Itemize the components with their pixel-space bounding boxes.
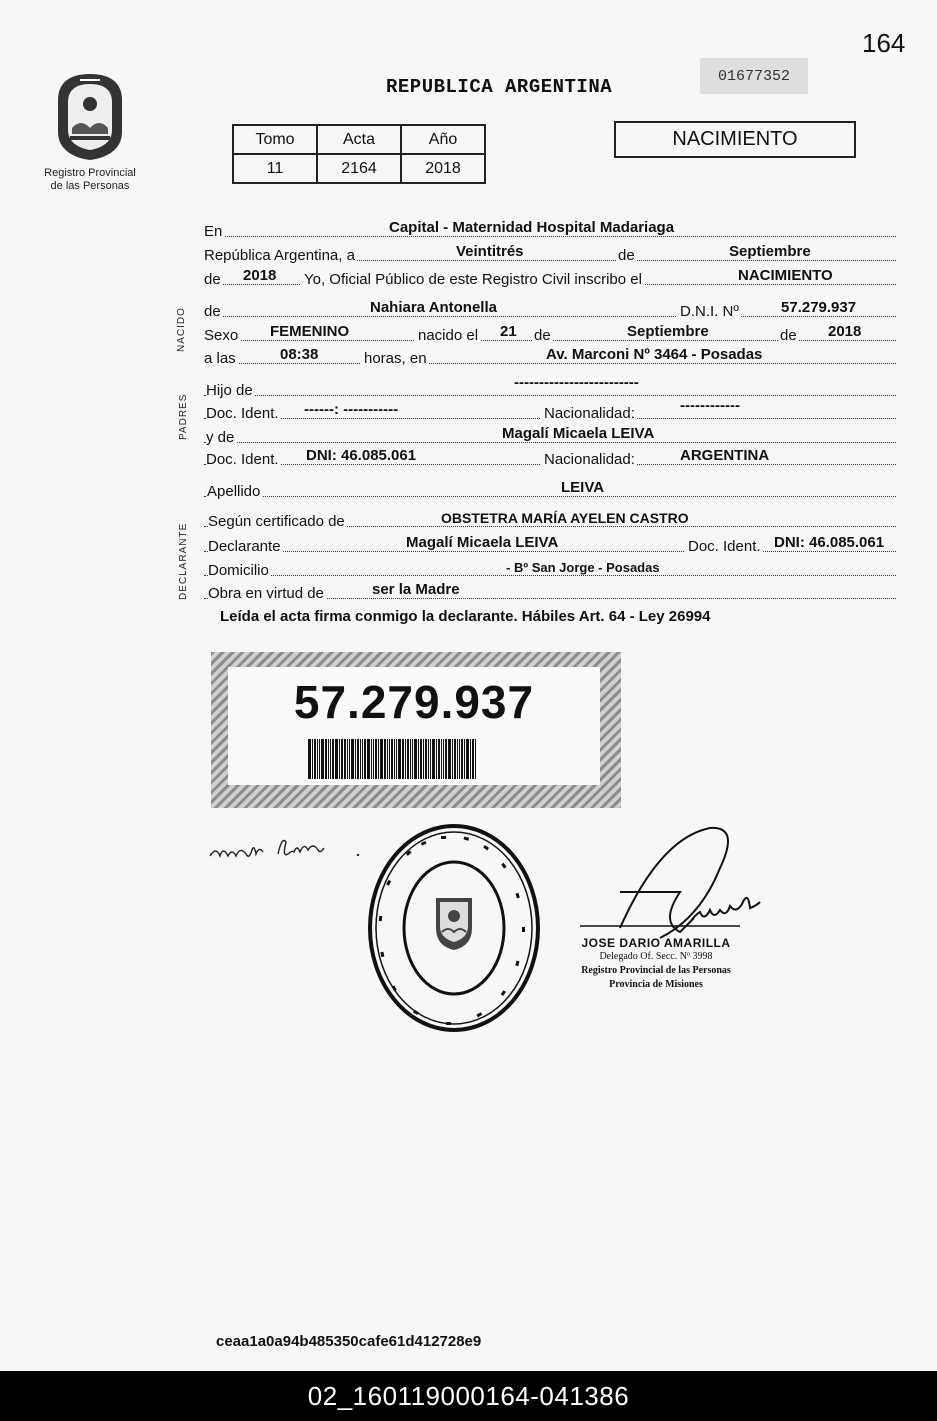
value-hora: 08:38 bbox=[280, 346, 319, 363]
barcode-bar bbox=[410, 739, 411, 779]
barcode-bar bbox=[341, 739, 343, 779]
logo-caption-line1: Registro Provincial bbox=[44, 167, 136, 179]
label-sexo: Sexo bbox=[204, 327, 239, 344]
barcode-bar bbox=[445, 739, 447, 779]
label-madre-nac: Nacionalidad: bbox=[540, 451, 637, 468]
official-line2: Registro Provincial de las Personas bbox=[581, 965, 731, 976]
barcode-bar bbox=[425, 739, 427, 779]
value-nac-anio: 2018 bbox=[828, 323, 862, 340]
barcode-bar bbox=[472, 739, 474, 779]
barcode-bar bbox=[371, 739, 372, 779]
label-de-nac-anio: de bbox=[780, 327, 797, 344]
registry-logo bbox=[40, 70, 140, 193]
barcode-bar bbox=[396, 739, 397, 779]
value-tomo: 11 bbox=[233, 154, 317, 183]
barcode-bar bbox=[378, 739, 379, 779]
value-nac-dia: 21 bbox=[500, 323, 517, 340]
barcode-bar bbox=[428, 739, 429, 779]
value-mes: Septiembre bbox=[729, 243, 811, 260]
line-madre-doc bbox=[204, 446, 896, 468]
value-nac-mes: Septiembre bbox=[627, 323, 709, 340]
barcode-bar bbox=[402, 739, 404, 779]
official-name: JOSE DARIO AMARILLA bbox=[581, 936, 731, 950]
barcode-bar bbox=[347, 739, 348, 779]
barcode-bar bbox=[339, 739, 340, 779]
barcode-bar bbox=[432, 739, 435, 779]
label-a-las: a las bbox=[204, 350, 236, 367]
label-horas-en: horas, en bbox=[360, 350, 429, 367]
barcode-bar bbox=[461, 739, 463, 779]
barcode-bar bbox=[459, 739, 460, 779]
barcode-bar bbox=[407, 739, 409, 779]
document-title: REPUBLICA ARGENTINA bbox=[386, 76, 613, 98]
value-nombre: Nahiara Antonella bbox=[370, 299, 497, 316]
barcode-bar bbox=[375, 739, 377, 779]
line-apellido bbox=[204, 478, 896, 500]
label-de-nombre: de bbox=[204, 303, 221, 320]
value-certificado: OBSTETRA MARÍA AYELEN CASTRO bbox=[441, 510, 689, 526]
barcode-bar bbox=[438, 739, 440, 779]
barcode-bar bbox=[317, 739, 318, 779]
official-block bbox=[556, 936, 756, 992]
label-y-de: y de bbox=[206, 429, 235, 446]
barcode-bar bbox=[328, 739, 329, 779]
side-label-nacido: NACIDO bbox=[176, 307, 187, 352]
barcode-bar bbox=[335, 739, 338, 779]
value-acta: 2164 bbox=[317, 154, 401, 183]
label-de-anio: de bbox=[204, 271, 221, 288]
barcode-bar bbox=[351, 739, 354, 779]
barcode-bar bbox=[319, 739, 320, 779]
barcode-bar bbox=[332, 739, 334, 779]
value-madre-doc: DNI: 46.085.061 bbox=[306, 447, 417, 464]
barcode bbox=[308, 739, 524, 779]
value-dni: 57.279.937 bbox=[781, 299, 857, 316]
label-nacido-el: nacido el bbox=[414, 327, 480, 344]
label-republica: República Argentina, a bbox=[204, 247, 355, 264]
value-dia-letras: Veintitrés bbox=[456, 243, 524, 260]
line-lugar bbox=[204, 218, 896, 240]
barcode-bar bbox=[349, 739, 350, 779]
barcode-bar bbox=[441, 739, 442, 779]
label-dni: D.N.I. Nº bbox=[676, 303, 741, 320]
barcode-bar bbox=[443, 739, 444, 779]
barcode-bar bbox=[470, 739, 471, 779]
barcode-bar bbox=[391, 739, 393, 779]
barcode-bar bbox=[360, 739, 361, 779]
value-madre-nac: ARGENTINA bbox=[680, 447, 770, 464]
line-declarante bbox=[204, 533, 896, 555]
side-label-declarante: DECLARANTE bbox=[178, 522, 189, 600]
value-anio: 2018 bbox=[243, 267, 277, 284]
serial-number: 01677352 bbox=[700, 58, 808, 94]
line-y-de bbox=[204, 424, 896, 446]
label-oficial: Yo, Oficial Público de este Registro Civil inscribo el bbox=[300, 271, 644, 288]
barcode-bar bbox=[394, 739, 395, 779]
official-seal bbox=[366, 822, 542, 1034]
barcode-bar bbox=[373, 739, 374, 779]
barcode-bar bbox=[452, 739, 453, 779]
value-domicilio-nac: Av. Marconi Nº 3464 - Posadas bbox=[546, 346, 763, 363]
barcode-bar bbox=[321, 739, 324, 779]
barcode-bar bbox=[466, 739, 469, 779]
registry-table bbox=[232, 124, 486, 184]
barcode-bar bbox=[420, 739, 422, 779]
header-tomo: Tomo bbox=[233, 125, 317, 154]
barcode-bar bbox=[412, 739, 413, 779]
value-sexo: FEMENINO bbox=[270, 323, 350, 340]
barcode-bar bbox=[330, 739, 331, 779]
barcode-bar bbox=[355, 739, 356, 779]
barcode-bar bbox=[414, 739, 417, 779]
declarant-signature bbox=[208, 832, 378, 872]
page-number: 164 bbox=[862, 28, 906, 58]
official-line3: Provincia de Misiones bbox=[609, 979, 703, 990]
barcode-bar bbox=[325, 739, 327, 779]
barcode-bar bbox=[423, 739, 424, 779]
barcode-bar bbox=[308, 739, 311, 779]
line-obra bbox=[204, 580, 896, 602]
header-anio: Año bbox=[401, 125, 485, 154]
line-certificado bbox=[204, 508, 896, 530]
label-apellido: Apellido bbox=[207, 483, 261, 500]
line-fecha bbox=[204, 242, 896, 264]
logo-caption-line2: de las Personas bbox=[50, 180, 130, 192]
header-acta: Acta bbox=[317, 125, 401, 154]
value-padre: ------------------------- bbox=[514, 374, 639, 391]
value-declarante: Magalí Micaela LEIVA bbox=[406, 534, 559, 551]
dni-card-number: 57.279.937 bbox=[293, 676, 535, 728]
label-obra: Obra en virtud de bbox=[208, 585, 324, 602]
label-padre-nac: Nacionalidad: bbox=[540, 405, 637, 422]
barcode-bar bbox=[357, 739, 359, 779]
official-signature bbox=[580, 818, 810, 948]
value-tipo: NACIMIENTO bbox=[738, 267, 833, 284]
barcode-bar bbox=[314, 739, 316, 779]
line-nombre bbox=[204, 298, 896, 320]
value-padre-nac: ------------ bbox=[680, 397, 740, 414]
barcode-bar bbox=[367, 739, 370, 779]
barcode-bar bbox=[312, 739, 313, 779]
label-padre-doc: Doc. Ident. bbox=[206, 405, 279, 422]
dni-label-card bbox=[211, 652, 621, 808]
legal-note: Leída el acta firma conmigo la declarante. Hábiles Art. 64 - Ley 26994 bbox=[220, 608, 711, 625]
barcode-bar bbox=[364, 739, 366, 779]
label-en: En bbox=[204, 223, 223, 240]
line-hora bbox=[204, 345, 896, 367]
document-hash: ceaa1a0a94b485350cafe61d412728e9 bbox=[216, 1333, 482, 1350]
value-anio: 2018 bbox=[401, 154, 485, 183]
label-madre-doc: Doc. Ident. bbox=[206, 451, 279, 468]
barcode-bar bbox=[430, 739, 431, 779]
official-line1: Delegado Of. Secc. Nº 3998 bbox=[599, 951, 713, 962]
barcode-bar bbox=[362, 739, 363, 779]
value-obra: ser la Madre bbox=[372, 581, 460, 598]
barcode-bar bbox=[457, 739, 458, 779]
barcode-bar bbox=[464, 739, 465, 779]
value-lugar: Capital - Maternidad Hospital Madariaga bbox=[389, 219, 675, 236]
label-declarante-doc: Doc. Ident. bbox=[684, 538, 763, 555]
label-de-nac-mes: de bbox=[534, 327, 551, 344]
barcode-bar bbox=[398, 739, 401, 779]
label-domicilio: Domicilio bbox=[208, 562, 269, 579]
barcode-bar bbox=[448, 739, 451, 779]
barcode-bar bbox=[454, 739, 456, 779]
label-segun: Según certificado de bbox=[208, 513, 345, 530]
value-domicilio: - Bº San Jorge - Posadas bbox=[506, 560, 660, 575]
barcode-bar bbox=[380, 739, 383, 779]
provincial-emblem-icon bbox=[50, 70, 130, 162]
label-de-mes: de bbox=[618, 247, 635, 264]
barcode-bar bbox=[344, 739, 346, 779]
footer-id: 02_160119000164-041386 bbox=[0, 1371, 937, 1421]
barcode-bar bbox=[475, 739, 476, 779]
barcode-bar bbox=[384, 739, 386, 779]
value-declarante-doc: DNI: 46.085.061 bbox=[774, 534, 885, 551]
value-padre-doc: ------: ----------- bbox=[304, 401, 399, 418]
barcode-bar bbox=[405, 739, 406, 779]
label-hijo-de: Hijo de bbox=[206, 382, 253, 399]
label-declarante: Declarante bbox=[208, 538, 281, 555]
line-sexo bbox=[204, 322, 896, 344]
value-madre: Magalí Micaela LEIVA bbox=[502, 425, 655, 442]
barcode-bar bbox=[418, 739, 419, 779]
side-label-padres: PADRES bbox=[178, 393, 189, 440]
barcode-bar bbox=[387, 739, 388, 779]
line-inscripcion bbox=[204, 266, 896, 288]
act-type-box: NACIMIENTO bbox=[614, 121, 856, 158]
value-apellido: LEIVA bbox=[561, 479, 605, 496]
line-padre-doc bbox=[204, 397, 896, 422]
barcode-bar bbox=[389, 739, 390, 779]
barcode-bar bbox=[436, 739, 437, 779]
line-hijo-de bbox=[204, 374, 896, 399]
line-domicilio bbox=[204, 557, 896, 579]
